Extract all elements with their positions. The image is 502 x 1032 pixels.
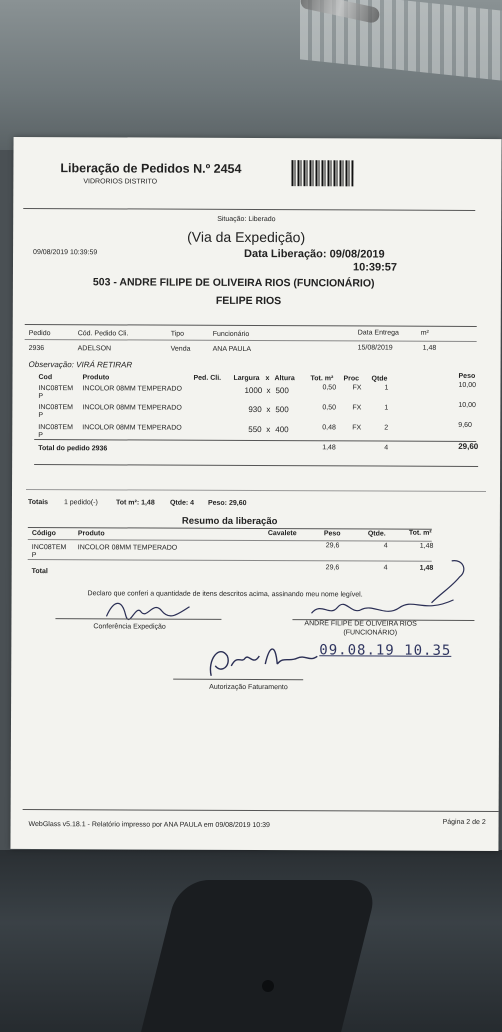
total-pedido-m2: 1,48 [322, 444, 336, 452]
data-manuscrita: 09.08.19 10.35 [319, 642, 452, 659]
label-cliente-tipo: (FUNCIONÁRIO) [343, 629, 398, 637]
footer-divider [23, 809, 499, 812]
pedido-cell: ANA PAULA [212, 345, 252, 353]
item-tot: 0,50 [322, 384, 337, 392]
col-header: Cavalete [267, 530, 297, 538]
total-pedido-peso: 29,60 [458, 441, 479, 451]
item-cod: INC08TEM [38, 385, 74, 393]
footer-left: WebGlass v5.18.1 - Relatório impresso por ANA PAULA em 09/08/2019 10:39 [28, 821, 270, 830]
totais-pedidos: 1 pedido(-) [63, 499, 98, 507]
divider [28, 539, 432, 542]
item-proc: FX [352, 384, 362, 392]
cliente-apelido: FELIPE RIOS [215, 294, 282, 308]
divider [23, 208, 475, 211]
col-header: Qtde [371, 375, 388, 383]
resumo-m2: 1,48 [419, 542, 434, 550]
col-header: Cod [38, 374, 53, 382]
col-header: Código [31, 530, 56, 538]
signature-autorizacao [201, 636, 321, 683]
totais-m2: Tot m²: 1,48 [115, 499, 155, 507]
pedido-cell: Venda [170, 345, 191, 353]
declaracao: Declaro que conferi a quantidade de itens descritos acima, assinando meu nome legível. [87, 590, 363, 599]
col-header: Produto [77, 530, 105, 538]
col-header: Peso [323, 530, 341, 538]
divider [25, 324, 477, 327]
background-cloth [141, 880, 379, 1032]
situacao: Situação: Liberado [217, 215, 276, 224]
col-header: Proc [343, 375, 360, 383]
resumo-cod: INC08TEM [31, 544, 67, 552]
col-header: Ped. Cli. [193, 374, 222, 382]
col-header: Tipo [170, 330, 185, 338]
item-produto: INCOLOR 08MM TEMPERADO [82, 424, 182, 432]
col-header: x [265, 375, 270, 383]
footer-page: Página 2 de 2 [442, 818, 486, 827]
item-altura: 500 [275, 405, 289, 415]
divider [25, 339, 477, 342]
col-header: Data Entrega [357, 329, 399, 337]
via-expedicao: (Via da Expedição) [187, 228, 306, 246]
label-cliente-nome: ANDRE FILIPE DE OLIVEIRA RIOS [304, 620, 417, 628]
item-produto: INCOLOR 08MM TEMPERADO [82, 404, 182, 412]
item-altura: 500 [275, 386, 289, 396]
item-cod: P [38, 432, 43, 440]
resumo-qtde: 4 [383, 542, 388, 550]
pedido-cell: ADELSON [77, 345, 112, 353]
item-qtde: 1 [384, 384, 389, 392]
col-header: m² [420, 329, 429, 337]
col-header: Produto [82, 374, 110, 382]
item-peso: 10,00 [458, 401, 476, 409]
col-header: Qtde. [367, 530, 386, 538]
divider [34, 439, 476, 442]
item-peso: 10,00 [458, 381, 477, 389]
print-time: 09/08/2019 10:39:59 [33, 249, 98, 257]
divider [34, 464, 478, 467]
col-header: Pedido [28, 330, 51, 338]
resumo-cod: P [31, 552, 37, 560]
observacao: Observação: VIRÁ RETIRAR [28, 360, 133, 370]
item-cod: P [38, 412, 44, 420]
item-largura: 550 [248, 424, 262, 435]
document-page [10, 137, 501, 851]
total-pedido-label: Total do pedido 2936 [38, 445, 108, 453]
data-liberacao: Data Liberação: 09/08/2019 [244, 247, 385, 261]
resumo-produto: INCOLOR 08MM TEMPERADO [77, 544, 178, 552]
shirt-button [262, 980, 274, 992]
item-cod: INC08TEM [38, 404, 74, 412]
barcode [291, 160, 353, 186]
col-header: Funcionário [212, 330, 250, 338]
totais-peso: Peso: 29,60 [207, 499, 247, 507]
label-conferencia: Conferência Expedição [93, 623, 166, 631]
resumo-peso: 29,6 [325, 542, 340, 550]
item-peso: 9,60 [458, 421, 472, 429]
total-pedido-qtde: 4 [384, 444, 389, 452]
item-tot: 0,48 [322, 424, 336, 432]
col-header: Tot. m² [310, 375, 334, 383]
totais-qtde: Qtde: 4 [169, 499, 195, 507]
pedido-cell: 1,48 [422, 344, 437, 352]
col-header: Largura [233, 374, 260, 383]
item-proc: FX [352, 404, 362, 412]
item-qtde: 2 [384, 424, 389, 432]
signature-flourish [412, 557, 472, 607]
col-header: Peso [458, 372, 476, 380]
item-largura: 930 [248, 404, 262, 415]
item-proc: FX [352, 424, 362, 432]
col-header: Tot. m² [408, 529, 432, 537]
document-title: Liberação de Pedidos N.º 2454 [60, 161, 242, 176]
resumo-total-qtde: 4 [383, 564, 388, 572]
col-header: Altura [274, 375, 295, 383]
totais-label: Totais [27, 499, 49, 507]
pedido-cell: 15/08/2019 [357, 344, 393, 352]
resumo-total-m2: 1,48 [419, 564, 434, 572]
item-x: x [266, 386, 271, 396]
resumo-total-label: Total [31, 568, 48, 576]
label-autorizacao: Autorização Faturamento [209, 683, 288, 692]
item-qtde: 1 [384, 404, 389, 412]
item-x: x [266, 405, 271, 415]
item-cod: P [38, 393, 44, 401]
company-name: VIDRORIOS DISTRITO [83, 178, 158, 186]
divider [28, 559, 432, 562]
divider [26, 489, 486, 492]
item-altura: 400 [275, 425, 289, 435]
col-header: Cód. Pedido Cli. [77, 330, 129, 338]
resumo-total-peso: 29,6 [325, 564, 340, 572]
item-tot: 0,50 [322, 404, 337, 412]
cliente-nome: 503 - ANDRE FILIPE DE OLIVEIRA RIOS (FUNCIONÁRIO) [92, 276, 375, 290]
item-largura: 1000 [244, 385, 263, 396]
hora-liberacao: 10:39:57 [352, 261, 398, 274]
item-produto: INCOLOR 08MM TEMPERADO [82, 385, 182, 393]
resumo-title: Resumo da liberação [181, 515, 278, 528]
item-x: x [266, 425, 271, 435]
pedido-cell: 2936 [28, 345, 45, 353]
item-cod: INC08TEM [38, 424, 73, 432]
